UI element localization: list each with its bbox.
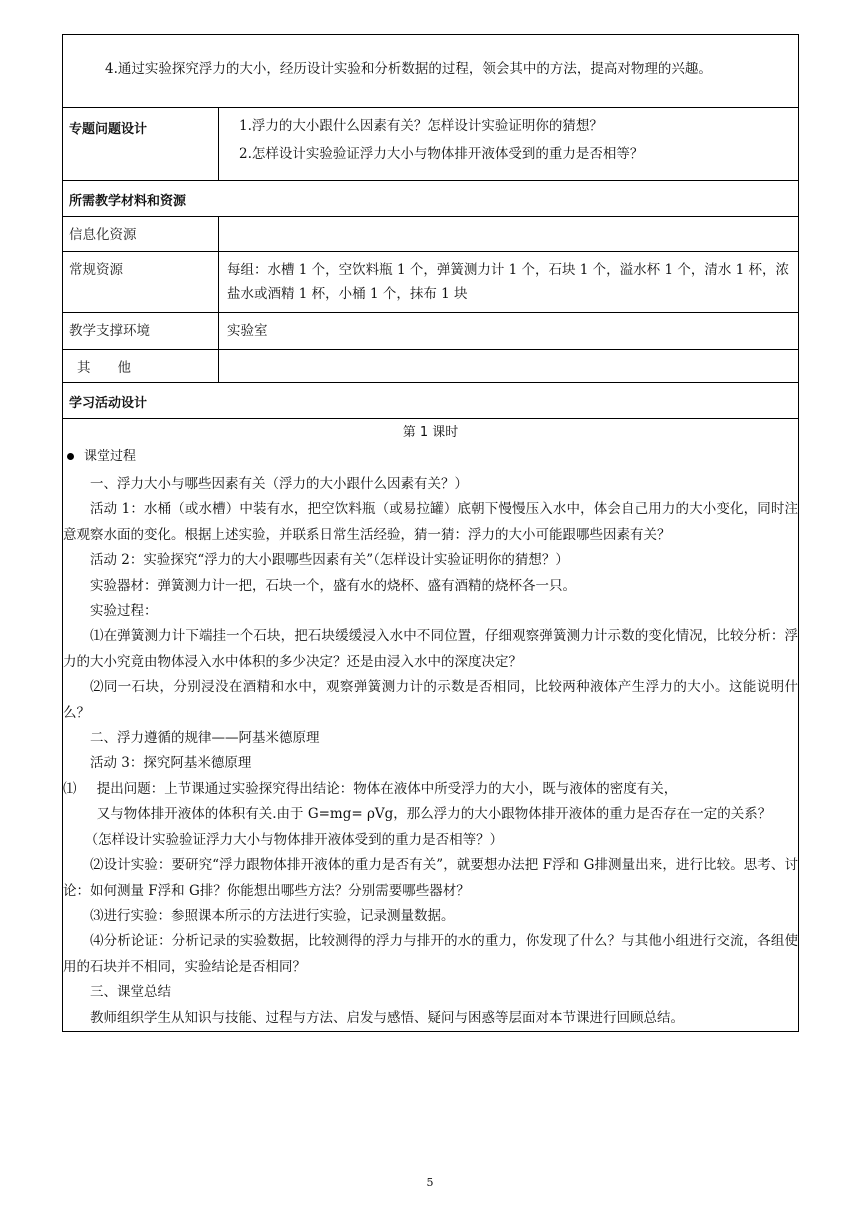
resource-label-other: 其 他 xyxy=(77,360,131,376)
summary-text: 教师组织学生从知识与技能、过程与方法、启发与感悟、疑问与困惑等层面对本节课进行回顾总结。 xyxy=(90,1009,684,1026)
topic-item-2: 2.怎样设计实验验证浮力大小与物体排开液体受到的重力是否相等？ xyxy=(239,146,644,162)
step-1-text: ⑴在弹簧测力计下端挂一个石块，把石块缓缓浸入水中不同位置，仔细观察弹簧测力计示数的变化情况，比较分析：浮力的大小究竟由物体浸入水中体积的多少决定？还是由浸入水中的深度决定？ xyxy=(63,628,799,670)
classroom-process-label: 课堂过程 xyxy=(84,449,137,464)
resource-row-common xyxy=(63,252,799,313)
resource-label-environment: 教学支撑环境 xyxy=(69,323,150,339)
resource-value-environment: 实验室 xyxy=(227,323,268,339)
page-number: 5 xyxy=(426,1176,434,1189)
lesson-content-row xyxy=(63,419,799,1032)
section-2-heading: 二、浮力遵循的规律——阿基米德原理 xyxy=(90,730,320,747)
conduct-text: ⑶进行实验：参照课本所示的方法进行实验，记录测量数据。 xyxy=(90,907,455,924)
classroom-process-heading xyxy=(67,444,798,470)
section-3-heading: 三、课堂总结 xyxy=(90,984,171,1001)
resource-label-common: 常规资源 xyxy=(69,262,123,278)
resource-label-info: 信息化资源 xyxy=(69,227,137,243)
design-text: ⑵设计实验：要研究“浮力跟物体排开液体的重力是否有关”，就要想办法把 F浮和 G排测量出来，进行比较。思考、讨论：如何测量 F浮和 G排？你能想出哪些方法？分别需要哪些器材？ xyxy=(63,857,799,899)
bullet-dot-icon xyxy=(67,453,74,460)
equipment-text: 实验器材：弹簧测力计一把，石块一个，盛有水的烧杯、盛有酒精的烧杯各一只。 xyxy=(90,577,576,594)
resource-row-info xyxy=(63,217,799,252)
resource-value-other xyxy=(219,350,798,362)
question-continuation: 又与物体排开液体的体积有关.由于 G=mg= ρVg，那么浮力的大小跟物体排开液体的重力是否存在一定的关系？ xyxy=(96,806,772,823)
objective-row xyxy=(63,35,799,108)
section-1-heading: 一、浮力大小与哪些因素有关（浮力的大小跟什么因素有关？） xyxy=(90,476,468,492)
resource-value-common: 每组：水槽 1 个，空饮料瓶 1 个，弹簧测力计 1 个，石块 1 个，溢水杯 1 个，清水 1 杯，浓盐水或酒精 1 杯，小桶 1 个，抹布 1 块 xyxy=(227,262,790,302)
analysis-text: ⑷分析论证：分析记录的实验数据，比较测得的浮力与排开的水的重力，你发现了什么？与其他小组进行交流，各组使用的石块并不相同，实验结论是否相同？ xyxy=(63,933,799,975)
objective-text: 4.通过实验探究浮力的大小，经历设计实验和分析数据的过程，领会其中的方法，提高对物理的兴趣。 xyxy=(105,61,712,77)
activity-1-text: 活动 1：水桶（或水槽）中装有水，把空饮料瓶（或易拉罐）底朝下慢慢压入水中，体会自己用力的大小变化，同时注意观察水面的变化。根据上述实验，并联系日常生活经验，猜一猜：浮力的大小可能跟哪些因素有关？ xyxy=(63,501,799,543)
activity-heading-row xyxy=(63,383,799,419)
activity-2-text: 活动 2：实验探究“浮力的大小跟哪些因素有关”（怎样设计实验证明你的猜想？） xyxy=(90,552,569,569)
resource-value-info xyxy=(219,217,798,229)
question-restatement: （怎样设计实验验证浮力大小与物体排开液体受到的重力是否相等？） xyxy=(84,831,504,848)
lesson-plan-table xyxy=(62,34,799,1032)
lesson-title: 第 1 课时 xyxy=(402,425,459,440)
activity-3-text: 活动 3：探究阿基米德原理 xyxy=(90,755,252,772)
topic-design-row xyxy=(63,108,799,181)
step-2-text: ⑵同一石块，分别浸没在酒精和水中，观察弹簧测力计的示数是否相同，比较两种液体产生浮力的大小。这能说明什么？ xyxy=(63,679,799,721)
activity-heading: 学习活动设计 xyxy=(69,396,148,411)
topic-item-1: 1.浮力的大小跟什么因素有关？怎样设计实验证明你的猜想？ xyxy=(239,118,603,134)
question-marker: ⑴ xyxy=(63,780,77,797)
materials-heading: 所需教学材料和资源 xyxy=(69,194,187,209)
resource-row-other xyxy=(63,350,799,383)
question-first-line: 提出问题：上节课通过实验探究得出结论：物体在液体中所受浮力的大小，既与液体的密度有关， xyxy=(96,780,678,797)
materials-heading-row xyxy=(63,181,799,217)
resource-row-environment xyxy=(63,313,799,350)
topic-design-label: 专题问题设计 xyxy=(69,122,148,137)
process-label: 实验过程： xyxy=(90,603,158,620)
question-paragraph xyxy=(63,777,798,802)
